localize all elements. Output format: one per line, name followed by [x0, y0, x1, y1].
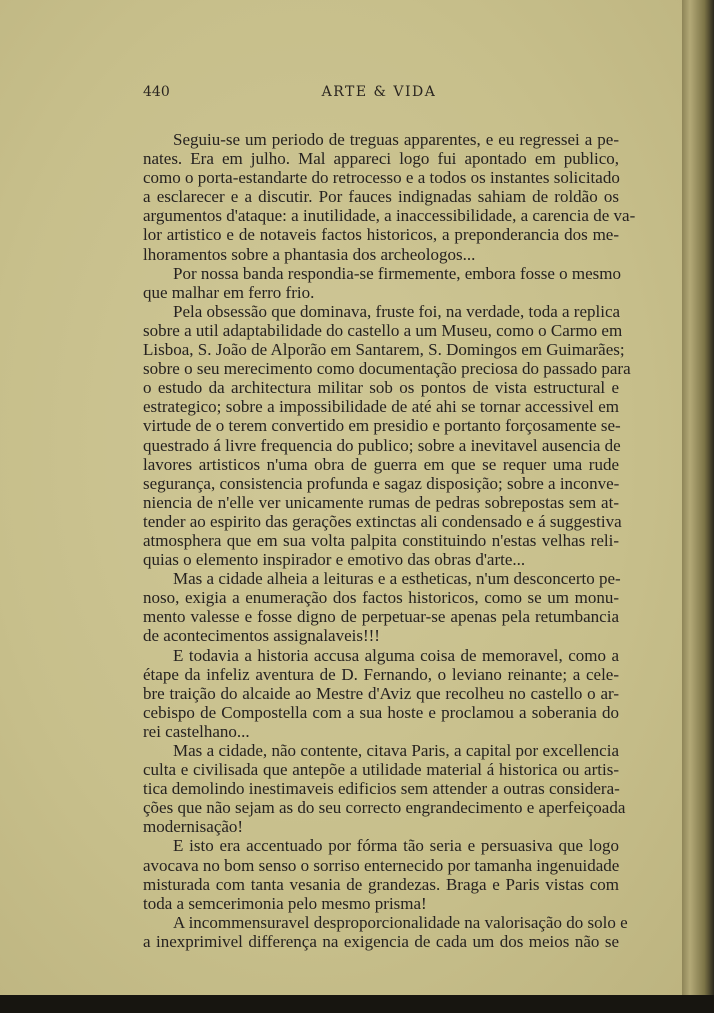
text-line: toda a semcerimonia pelo mesmo prisma!	[143, 893, 427, 913]
text-line: que malhar em ferro frio.	[143, 282, 315, 302]
text-line: lor artistico e de notaveis factos historicos, a preponderancia dos me-	[143, 225, 619, 245]
text-line: Lisboa, S. João de Alporão em Santarem, S. Domingos em Guimarães;	[143, 340, 625, 360]
text-line: atmosphera que em sua volta palpita constituindo n'estas velhas reli-	[143, 530, 619, 550]
text-line: Por nossa banda respondia-se firmemente, embora fosse o mesmo	[173, 263, 622, 283]
text-line: Mas a cidade, não contente, citava Paris, a capital por excellencia	[173, 741, 619, 760]
text-line: E isto era accentuado por fórma tão seria e persuasiva que logo	[173, 836, 619, 856]
text-line: Pela obsessão que dominava, fruste foi, na verdade, toda a replica	[173, 301, 621, 321]
text-line: étape da infeliz aventura de D. Fernando, o leviano reinante; a cele-	[143, 664, 619, 684]
text-line: nates. Era em julho. Mal appareci logo fui apontado em publico,	[143, 149, 619, 169]
text-line: mento valesse e fosse digno de perpetuar-se apenas pela retumbancia	[143, 607, 619, 627]
text-line: lhoramentos sobre a phantasia dos archeologos...	[143, 244, 476, 264]
text-line: misturada com tanta vesania de grandezas. Braga e Paris vistas com	[143, 874, 619, 894]
text-line: quias o elemento inspirador e emotivo das obras d'arte...	[143, 550, 526, 570]
text-line: tica demolindo inestimaveis edificios sem attender a outras considera-	[143, 779, 620, 799]
text-line: de acontecimentos assignalaveis!!!	[143, 626, 380, 646]
text-line: lavores artisticos n'uma obra de guerra em que se requer uma rude	[143, 454, 619, 474]
text-line: E todavia a historia accusa alguma coisa de memoravel, como a	[173, 645, 619, 665]
text-line: rei castelhano...	[143, 721, 250, 741]
text-line: sobre o seu merecimento como documentação preciosa do passado para	[143, 359, 631, 379]
text-line: questrado á livre frequencia do publico; sobre a inevitavel ausencia de	[143, 435, 621, 455]
text-line: culta e civilisada que antepõe a utilidade material á historica ou artis-	[143, 760, 619, 780]
text-line: virtude de o terem convertido em presidio e portanto forçosamente se-	[143, 416, 621, 436]
text-line: A incommensuravel desproporcionalidade na valorisação do solo e	[173, 912, 628, 932]
text-line: como o porta-estandarte do retrocesso e a todos os instantes solicitado	[143, 168, 620, 188]
text-line: a inexprimivel differença na exigencia de cada um dos meios não se	[143, 931, 619, 951]
text-line: modernisação!	[143, 817, 244, 837]
scan-bottom-edge	[0, 995, 714, 1013]
text-line: Mas a cidade alheia a leituras e a estheticas, n'um desconcerto pe-	[173, 569, 621, 589]
text-line: estrategico; sobre a impossibilidade de até ahi se tornar accessivel em	[143, 397, 619, 417]
text-line: sobre a util adaptabilidade do castello a um Museu, como o Carmo em	[143, 320, 623, 340]
text-line: ções que não sejam as do seu correcto engrandecimento e aperfeiçoada	[143, 798, 626, 818]
text-line: o estudo da architectura militar sob os pontos de vista estructural e	[143, 378, 619, 398]
running-title: ARTE & VIDA	[321, 84, 437, 100]
text-line: avocava no bom senso o sorriso enternecido por tamanha ingenuidade	[143, 855, 620, 875]
text-line: noso, exigia a enumeração dos factos historicos, como se um monu-	[143, 588, 619, 608]
text-line: a esclarecer e a discutir. Por fauces indignadas sahiam de roldão os	[143, 187, 619, 207]
text-line: argumentos d'ataque: a inutilidade, a inaccessibilidade, a carencia de va-	[143, 206, 636, 226]
body-text	[143, 130, 636, 951]
text-line: segurança, consistencia profunda e sagaz disposição; sobre a inconve-	[143, 473, 620, 493]
text-line: cebispo de Compostella com a sua hoste e proclamou a soberania do	[143, 702, 619, 722]
page-number: 440	[143, 84, 170, 100]
text-line: bre traição do alcaide ao Mestre d'Aviz que recolheu no castello o ar-	[143, 683, 619, 703]
text-line: Seguiu-se um periodo de treguas apparentes, e eu regressei a pe-	[173, 130, 619, 149]
text-line: niencia de n'elle ver unicamente rumas de pedras sobrepostas sem at-	[143, 492, 619, 512]
text-line: tender ao espirito das gerações extinctas ali condensado e á suggestiva	[143, 511, 622, 531]
page-edge	[682, 0, 714, 1013]
